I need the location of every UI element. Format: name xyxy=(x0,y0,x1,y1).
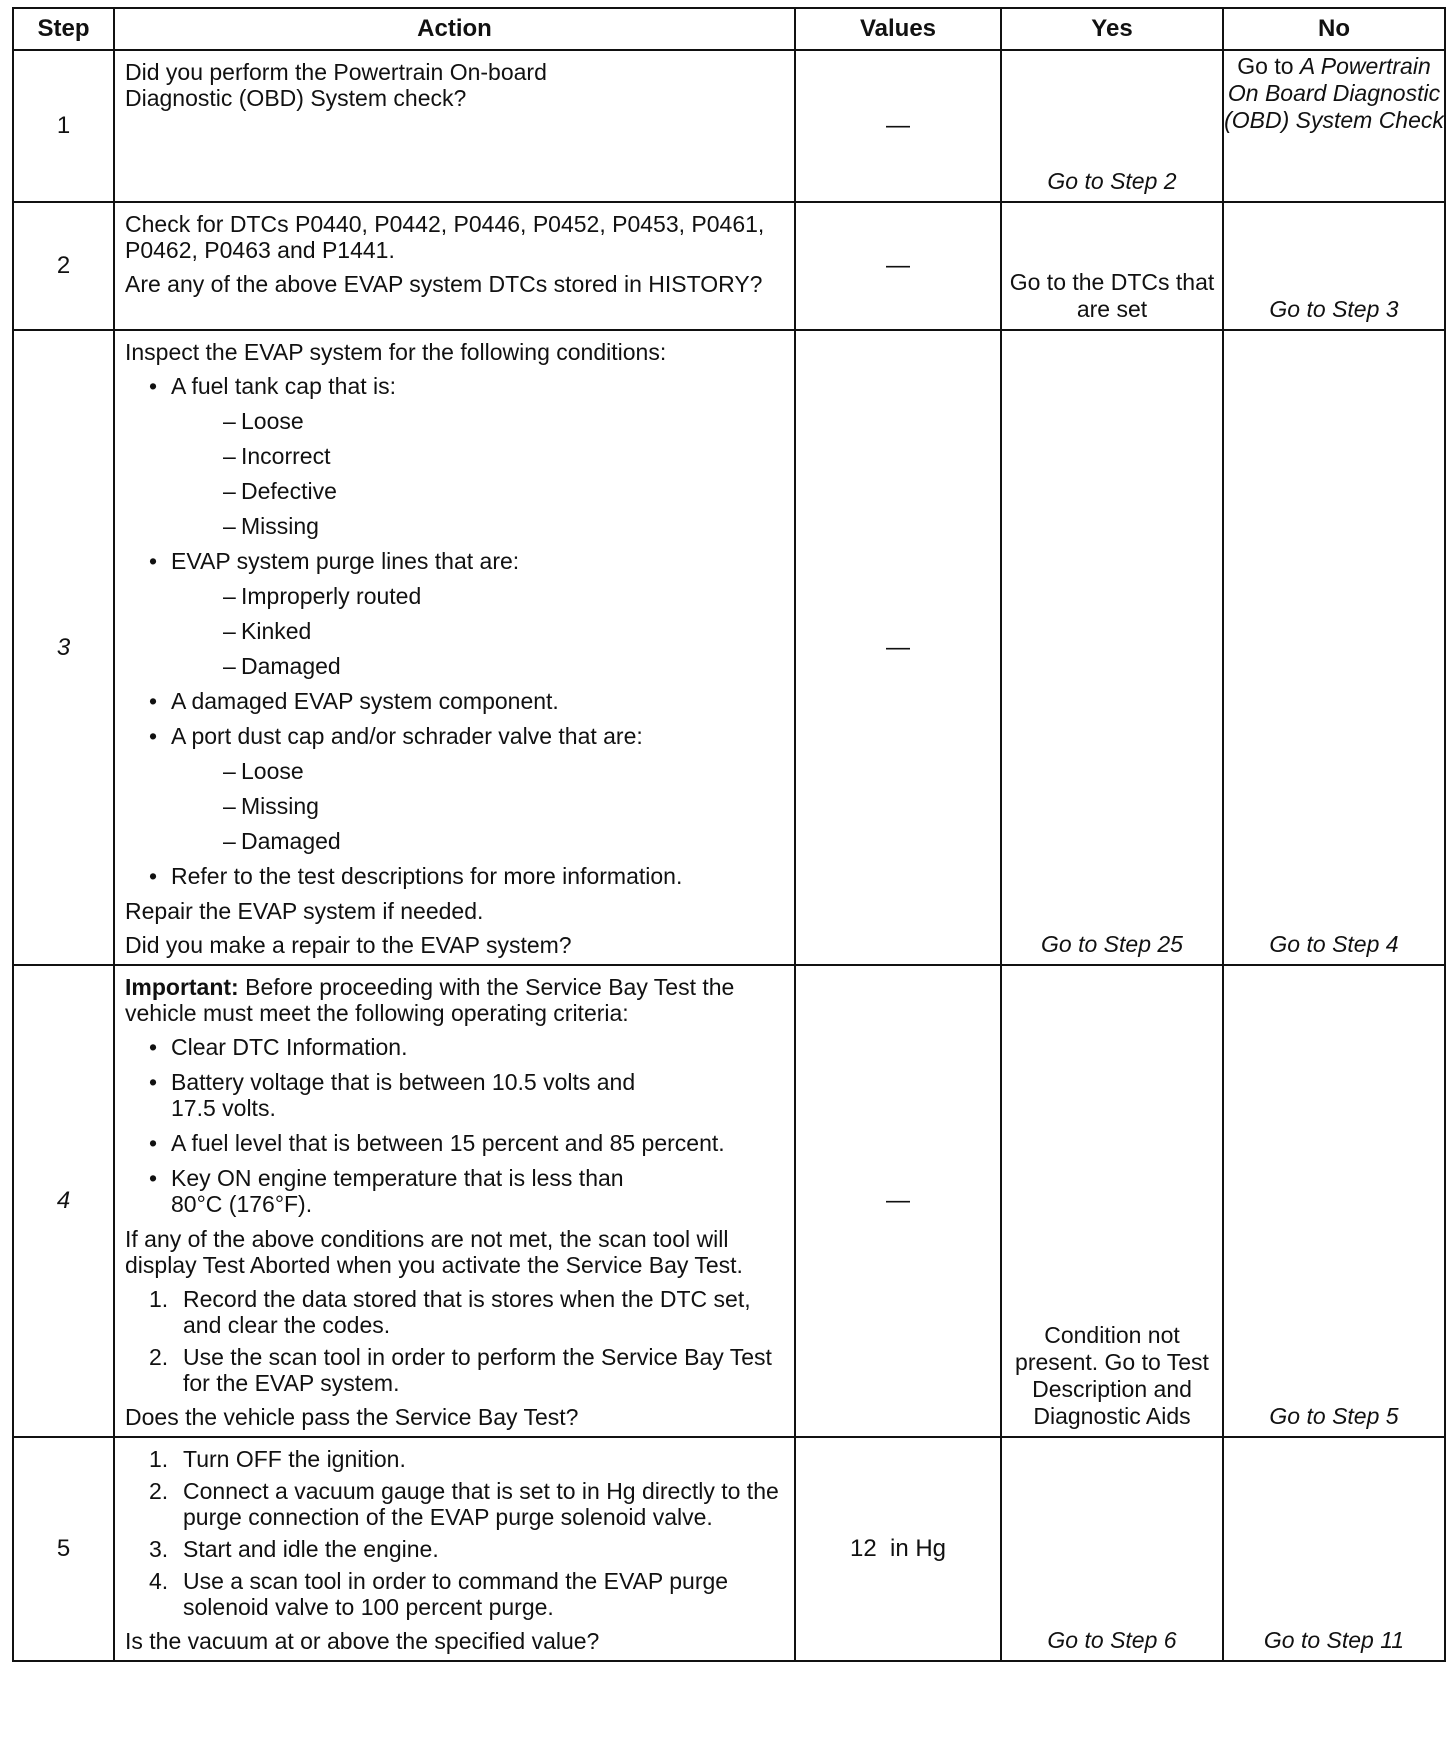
action-cell xyxy=(114,965,795,1437)
procedure-list xyxy=(125,1446,786,1620)
list-item: 4. Use a scan tool in order to command the EVAP purge solenoid valve to 100 percent purge. xyxy=(149,1568,729,1620)
no-cell: Go to Step 11 xyxy=(1223,1437,1445,1661)
sub-list xyxy=(171,408,786,539)
list-item: 1. Turn OFF the ignition. xyxy=(149,1446,406,1472)
step-number: 5 xyxy=(13,1437,114,1661)
yes-cell: Go to Step 25 xyxy=(1001,330,1223,965)
yes-cell: Go to the DTCs that are set xyxy=(1001,202,1223,330)
list-item: 2. Use the scan tool in order to perform the Service Bay Test for the EVAP system. xyxy=(149,1344,772,1396)
table-row-step-1 xyxy=(13,50,1445,202)
action-intro: Inspect the EVAP system for the following conditions: xyxy=(125,339,667,365)
list-item: – Loose xyxy=(171,758,786,784)
list-item: • A fuel tank cap that is: – Loose – Incorrect – Defective – Missing xyxy=(125,373,786,539)
list-item: – Damaged xyxy=(171,653,786,679)
criteria-list xyxy=(125,1034,786,1217)
action-question: Is the vacuum at or above the specified value? xyxy=(125,1628,600,1654)
step-number: 4 xyxy=(13,965,114,1437)
procedure-list xyxy=(125,1286,786,1396)
action-text: Check for DTCs P0440, P0442, P0446, P0452, P0453, P0461, P0462, P0463 and P1441. xyxy=(125,211,765,263)
action-question: Does the vehicle pass the Service Bay Test? xyxy=(125,1404,579,1430)
values-cell: — xyxy=(795,50,1001,202)
diagnostic-table xyxy=(12,7,1446,1662)
list-item: – Improperly routed xyxy=(171,583,786,609)
action-cell xyxy=(114,330,795,965)
list-item: • EVAP system purge lines that are: – Improperly routed – Kinked – Damaged xyxy=(125,548,786,679)
list-item: 3. Start and idle the engine. xyxy=(149,1536,439,1562)
action-cell xyxy=(114,202,795,330)
header-yes: Yes xyxy=(1001,8,1223,50)
header-action: Action xyxy=(114,8,795,50)
list-item: 1. Record the data stored that is stores when the DTC set, and clear the codes. xyxy=(149,1286,751,1338)
yes-cell: Condition not present. Go to Test Description and Diagnostic Aids xyxy=(1001,965,1223,1437)
sub-list xyxy=(171,583,786,679)
action-question: Did you make a repair to the EVAP system? xyxy=(125,932,572,958)
values-cell: — xyxy=(795,330,1001,965)
list-item: – Missing xyxy=(171,513,786,539)
list-item: – Incorrect xyxy=(171,443,786,469)
table-row-step-2 xyxy=(13,202,1445,330)
no-cell: Go to Step 5 xyxy=(1223,965,1445,1437)
list-item: • A fuel level that is between 15 percent and 85 percent. xyxy=(125,1130,786,1156)
action-cell xyxy=(114,50,795,202)
header-row xyxy=(13,8,1445,50)
no-cell: Go to Step 3 xyxy=(1223,202,1445,330)
yes-cell: Go to Step 6 xyxy=(1001,1437,1223,1661)
list-item: • Clear DTC Information. xyxy=(125,1034,786,1060)
condition-list xyxy=(125,373,786,889)
action-question: Are any of the above EVAP system DTCs stored in HISTORY? xyxy=(125,271,763,297)
table-row-step-5 xyxy=(13,1437,1445,1661)
list-item: – Defective xyxy=(171,478,786,504)
important-label: Important: xyxy=(125,974,239,1000)
important-text: Before proceeding with the Service Bay Test the vehicle must meet the following operating criteria: xyxy=(125,974,735,1026)
no-cell xyxy=(1223,50,1445,202)
important-note xyxy=(125,974,786,1026)
sub-list xyxy=(171,758,786,854)
list-item: – Missing xyxy=(171,793,786,819)
list-item: – Kinked xyxy=(171,618,786,644)
header-no: No xyxy=(1223,8,1445,50)
table-row-step-4 xyxy=(13,965,1445,1437)
list-item: • A port dust cap and/or schrader valve that are: – Loose – Missing – Damaged xyxy=(125,723,786,854)
yes-cell: Go to Step 2 xyxy=(1001,50,1223,202)
list-item: • Battery voltage that is between 10.5 volts and 17.5 volts. xyxy=(125,1069,786,1121)
values-cell: — xyxy=(795,965,1001,1437)
action-text: Repair the EVAP system if needed. xyxy=(125,898,484,924)
values-cell: 12 in Hg xyxy=(795,1437,1001,1661)
list-item: • A damaged EVAP system component. xyxy=(125,688,786,714)
action-question: Did you perform the Powertrain On-board Diagnostic (OBD) System check? xyxy=(125,59,547,111)
list-item: – Damaged xyxy=(171,828,786,854)
action-text: If any of the above conditions are not met, the scan tool will display Test Aborted when you activate the Service Bay Test. xyxy=(125,1226,743,1278)
table-row-step-3 xyxy=(13,330,1445,965)
no-prefix: Go to xyxy=(1237,53,1294,79)
no-link: A Powertrain On Board Diagnostic (OBD) System Check xyxy=(1224,53,1444,133)
step-number: 2 xyxy=(13,202,114,330)
action-cell xyxy=(114,1437,795,1661)
header-values: Values xyxy=(795,8,1001,50)
list-item: • Key ON engine temperature that is less than 80°C (176°F). xyxy=(125,1165,786,1217)
step-number: 3 xyxy=(13,330,114,965)
header-step: Step xyxy=(13,8,114,50)
values-cell: — xyxy=(795,202,1001,330)
list-item: • Refer to the test descriptions for more information. xyxy=(125,863,786,889)
list-item: – Loose xyxy=(171,408,786,434)
list-item: 2. Connect a vacuum gauge that is set to in Hg directly to the purge connection of the EVAP purge solenoid valve. xyxy=(149,1478,779,1530)
no-cell: Go to Step 4 xyxy=(1223,330,1445,965)
step-number: 1 xyxy=(13,50,114,202)
